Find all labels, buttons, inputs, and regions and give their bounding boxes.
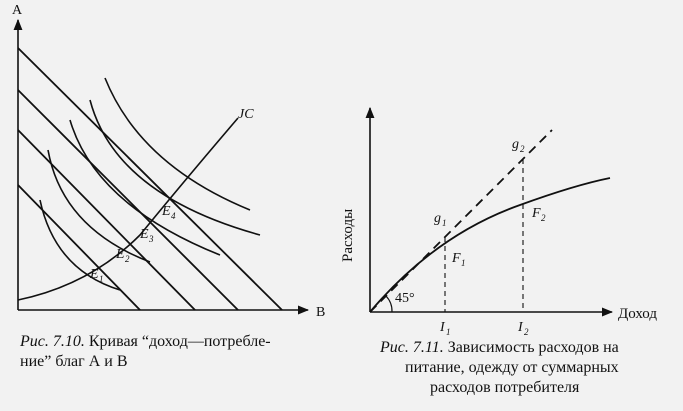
svg-text:4: 4 [171,211,176,221]
svg-text:2: 2 [125,254,130,264]
budget-line-4 [18,48,282,310]
svg-text:2: 2 [541,213,546,223]
left-caption-prefix: Рис. 7.10. [20,333,85,350]
left-x-axis-label: B [316,305,326,320]
svg-text:g: g [434,211,441,226]
line-45-degree [370,130,552,312]
left-y-axis-label: A [12,3,23,18]
svg-text:g: g [512,137,519,152]
svg-text:2: 2 [520,144,525,154]
right-x-axis-label: Доход [618,306,657,322]
right-caption-text-1: Зависимость расходов на [443,339,619,356]
left-caption-text-1: Кривая “доход—потребле- [84,333,271,350]
right-y-axis-label: Расходы [340,208,356,262]
tick-i1 [439,320,451,337]
right-caption-line-2: питание, одежду от суммарных [405,359,619,376]
left-caption-line-1 [19,333,271,350]
right-figure [340,108,657,396]
point-e4 [161,204,176,221]
svg-text:I: I [440,320,445,335]
left-figure [12,3,325,370]
svg-text:F: F [532,206,541,221]
svg-text:1: 1 [99,274,104,284]
svg-text:1: 1 [461,258,466,268]
tick-i2 [517,320,529,337]
right-caption-line-3: расходов потребителя [430,379,580,396]
point-f2 [531,206,546,223]
svg-text:E: E [116,247,125,262]
point-e2 [115,247,130,264]
svg-text:I: I [518,320,523,335]
svg-text:2: 2 [524,327,529,337]
point-g2 [512,137,525,154]
budget-line-2 [18,130,195,310]
left-caption-line-2: ние” благ А и В [20,353,128,370]
svg-text:E: E [90,267,99,282]
right-caption-line-1 [379,339,619,356]
svg-text:1: 1 [442,218,447,228]
right-caption-prefix: Рис. 7.11. [380,339,444,356]
svg-text:E: E [162,204,171,219]
point-f1 [451,251,466,268]
svg-text:F: F [452,251,461,266]
svg-text:1: 1 [446,327,451,337]
svg-text:E: E [140,227,149,242]
income-consumption-curve [18,118,238,300]
angle-arc [386,296,392,312]
budget-line-3 [18,90,238,310]
point-g1 [434,211,447,228]
point-e3 [139,227,154,244]
svg-text:3: 3 [149,234,154,244]
jc-label: JC [238,107,254,122]
angle-label: 45° [395,291,415,306]
